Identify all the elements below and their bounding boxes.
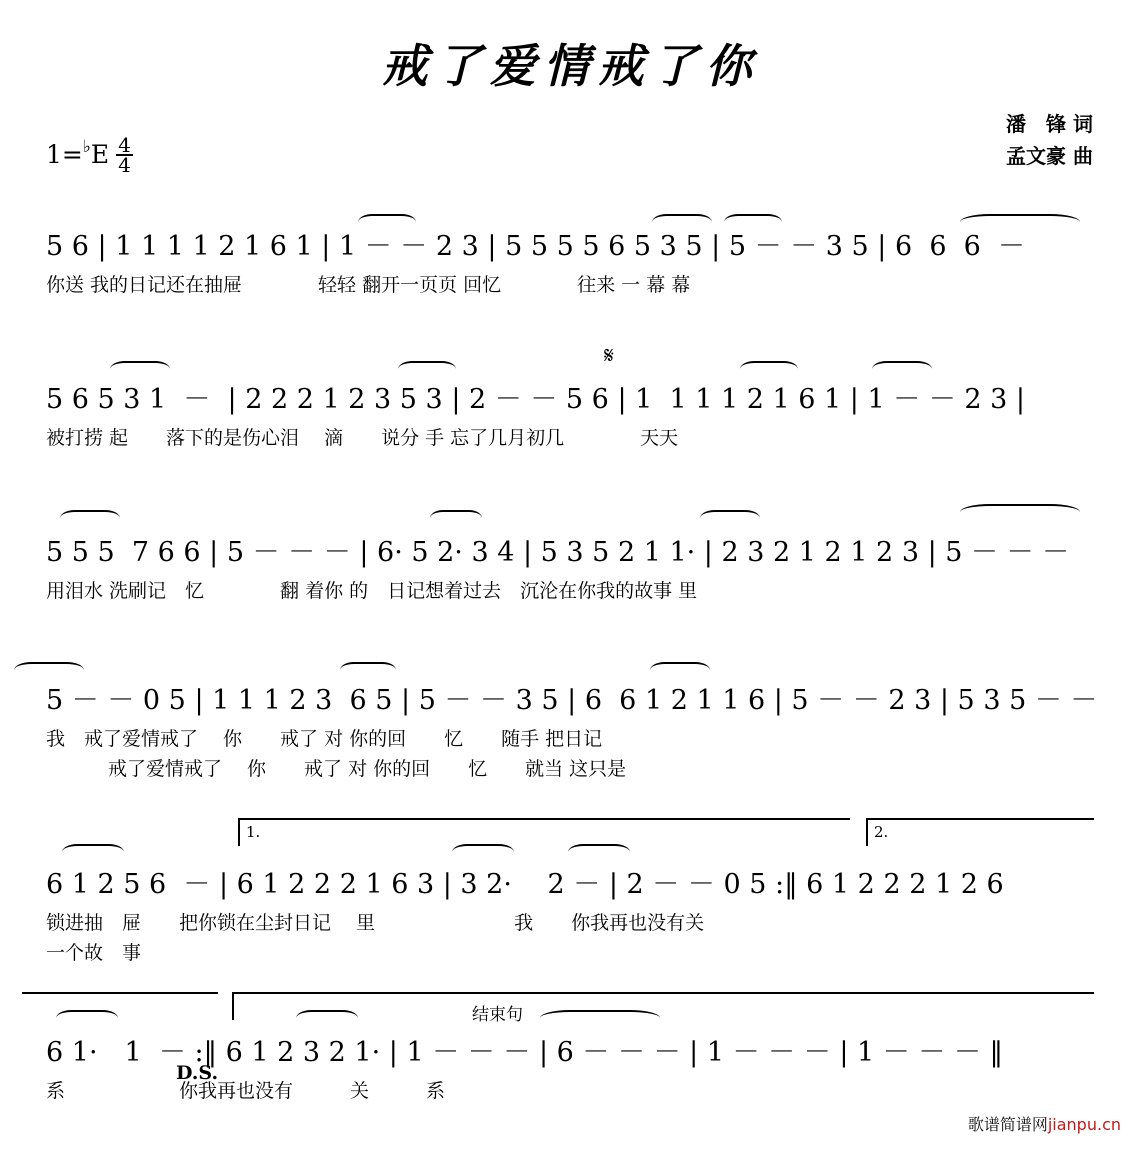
volta-continuation (22, 992, 218, 1020)
lyricist-credit: 潘 锋 词 (1006, 112, 1093, 136)
slur (872, 361, 932, 377)
credits-block (1006, 108, 1093, 172)
watermark-cn: 歌谱简谱网 (967, 1115, 1048, 1134)
page-title: 戒了爱情戒了你 (381, 39, 760, 93)
key-letter: E (90, 139, 110, 169)
time-signature (116, 133, 133, 178)
system-6-notes: 6 1· 1 － :‖ 6 1 2 3 2 1· | 1 － － － | 6 － － － | 1 － － － | 1 － － － ‖ (46, 1037, 1004, 1068)
system-4-lyrics-verse1: 我 戒了爱情戒了 你 戒了 对 你的回 忆 随手 把日记 (46, 728, 603, 750)
coda-bracket (232, 992, 1094, 1025)
slur (452, 844, 514, 860)
volta-1-label: 1. (246, 823, 261, 841)
watermark-en: jianpu.cn (1047, 1115, 1121, 1134)
key-time-signature (46, 133, 133, 178)
system-4-notes: 5 － － 0 5 | 1 1 1 2 3 6 5 | 5 － － 3 5 | 6 6 1 2 1 1 6 | 5 － － 2 3 | 5 3 5 － － (46, 685, 1098, 716)
segno-sign: 𝄋 (604, 343, 614, 369)
volta-bracket-1 (238, 818, 850, 846)
time-denominator: 4 (118, 153, 131, 178)
slur (540, 1010, 660, 1026)
system-1-notes: 5 6 | 1 1 1 1 2 1 6 1 | 1 － － 2 3 | 5 5 5 5 6 5 3 5 | 5 － － 3 5 | 6 6 6 － (46, 231, 1026, 262)
slur (62, 844, 124, 860)
slur (398, 361, 456, 377)
slur (14, 662, 84, 678)
volta-bracket-2 (866, 818, 1094, 846)
system-3-lyrics: 用泪水 洗刷记 忆 翻 着你 的 日记想着过去 沉沦在你我的故事 里 (46, 580, 698, 602)
system-3-notes: 5 5 5 7 6 6 | 5 － － － | 6· 5 2· 3 4 | 5 3 5 2 1 1· | 2 3 2 1 2 1 2 3 | 5 － － － (46, 537, 1070, 568)
coda-label: 结束句 (472, 1005, 523, 1025)
system-4-lyrics-verse2: 戒了爱情戒了 你 戒了 对 你的回 忆 就当 这只是 (108, 758, 627, 780)
system-2-lyrics: 被打捞 起 落下的是伤心泪 滴 说分 手 忘了几月初几 天天 (46, 427, 679, 449)
system-5-lyrics-verse2: 一个故 事 (46, 942, 142, 964)
watermark (968, 1112, 1121, 1135)
system-5-notes: 6 1 2 5 6 － | 6 1 2 2 2 1 6 3 | 3 2· 2 － | 2 － － 0 5 :‖ 6 1 2 2 2 1 2 6 (46, 869, 1004, 900)
slur (56, 1010, 118, 1026)
slur (960, 504, 1080, 520)
slur (740, 361, 798, 377)
slur (110, 361, 170, 377)
slur (296, 1010, 358, 1026)
flat-accidental: ♭ (82, 137, 91, 158)
volta-2-label: 2. (874, 823, 889, 841)
slur (650, 662, 710, 678)
do-equals-label: 1= (46, 139, 83, 169)
slur (430, 510, 482, 526)
system-1-lyrics: 你送 我的日记还在抽屉 轻轻 翻开一页页 回忆 往来 一 幕 幕 (46, 274, 691, 296)
system-5-lyrics-verse1: 锁进抽 屉 把你锁在尘封日记 里 我 你我再也没有关 (46, 912, 705, 934)
slur (700, 510, 760, 526)
slur (568, 844, 630, 860)
ds-marking: D.S. (176, 1062, 219, 1084)
system-2-notes: 5 6 5 3 1 － | 2 2 2 1 2 3 5 3 | 2 － － 5 6 | 1 1 1 1 2 1 6 1 | 1 － － 2 3 | (46, 384, 1026, 415)
slur (60, 510, 120, 526)
system-6-lyrics: 系 你我再也没有 关 系 (46, 1080, 446, 1102)
time-numerator: 4 (118, 133, 131, 157)
slur (340, 662, 396, 678)
composer-credit: 孟文豪 曲 (1006, 144, 1093, 168)
